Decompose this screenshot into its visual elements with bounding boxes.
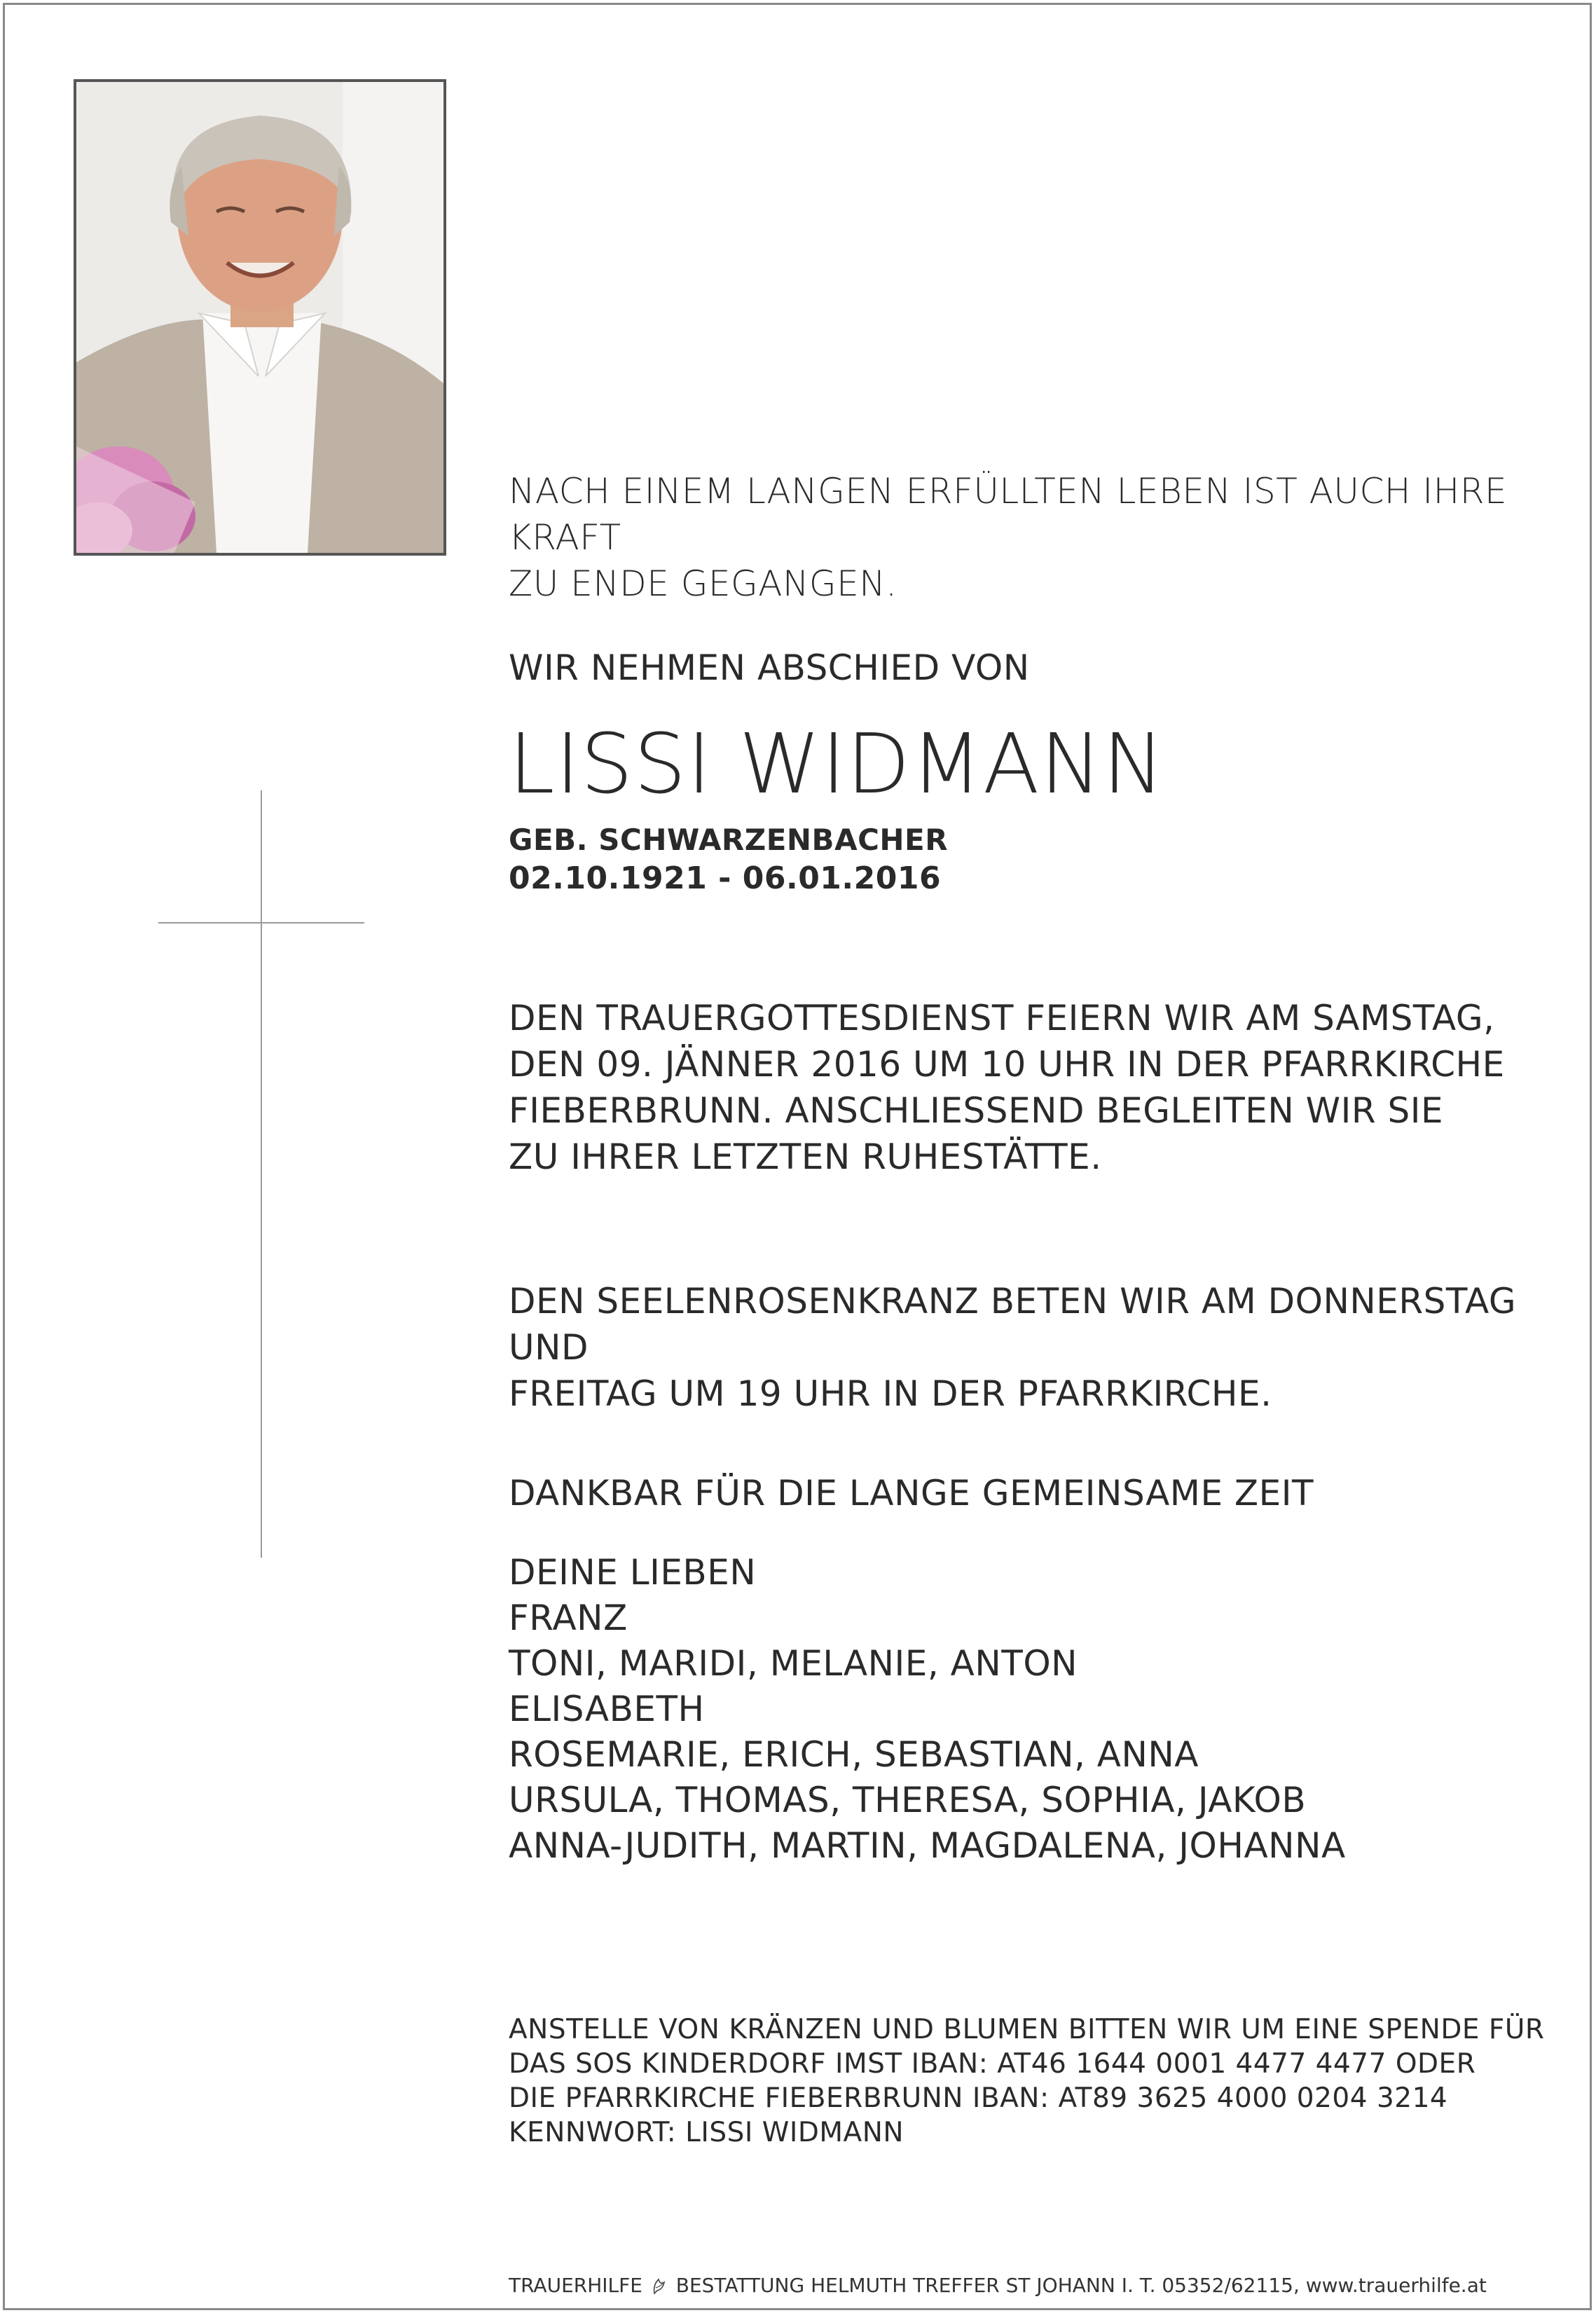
cross-horizontal (158, 922, 364, 924)
portrait-photo (74, 79, 446, 556)
farewell-text: WIR NEHMEN ABSCHIED VON (509, 647, 1030, 688)
portrait-illustration (76, 82, 443, 553)
family-list: DEINE LIEBEN FRANZ TONI, MARIDI, MELANIE, ANTON ELISABETH ROSEMARIE, ERICH, SEBASTIAN, ANNA URSULA, THOMAS, THERESA, SOPHIA, JAKOB ANNA-JUDITH, MARTIN, MAGDALENA, JOHANNA (509, 1552, 1346, 1866)
intro-text: NACH EINEM LANGEN ERFÜLLTEN LEBEN IST AUCH IHRE KRAFT ZU ENDE GEGANGEN. (509, 471, 1508, 604)
footer-brand: TRAUERHILFE (509, 2274, 642, 2297)
footer (509, 2273, 1487, 2298)
birth-name: GEB. SCHWARZENBACHER (509, 823, 949, 857)
thanks-text: DANKBAR FÜR DIE LANGE GEMEINSAME ZEIT (509, 1473, 1314, 1514)
funeral-service-text: DEN TRAUERGOTTESDIENST FEIERN WIR AM SAMSTAG, DEN 09. JÄNNER 2016 UM 10 UHR IN DER PFARRKIRCHE FIEBERBRUNN. ANSCHLIESSEND BEGLEITEN WIR SIE ZU IHRER LETZTEN RUHESTÄTTE. (509, 998, 1505, 1177)
rosary-text: DEN SEELENROSENKRANZ BETEN WIR AM DONNERSTAG UND FREITAG UM 19 UHR IN DER PFARRKIRCHE. (509, 1281, 1517, 1414)
footer-contact: BESTATTUNG HELMUTH TREFFER ST JOHANN I. T. 05352/62115, www.trauerhilfe.at (675, 2274, 1487, 2297)
donation-text: ANSTELLE VON KRÄNZEN UND BLUMEN BITTEN WIR UM EINE SPENDE FÜR DAS SOS KINDERDORF IMST IBAN: AT46 1644 0001 4477 4477 ODER DIE PFARRKIRCHE FIEBERBRUNN IBAN: AT89 3625 4000 0204 3214 KENNWORT: LISSI WIDMANN (509, 2014, 1545, 2148)
dove-icon (652, 2275, 667, 2296)
cross-vertical (261, 790, 262, 1558)
life-dates: 02.10.1921 - 06.01.2016 (509, 860, 942, 896)
deceased-name: LISSI WIDMANN (509, 715, 1166, 812)
